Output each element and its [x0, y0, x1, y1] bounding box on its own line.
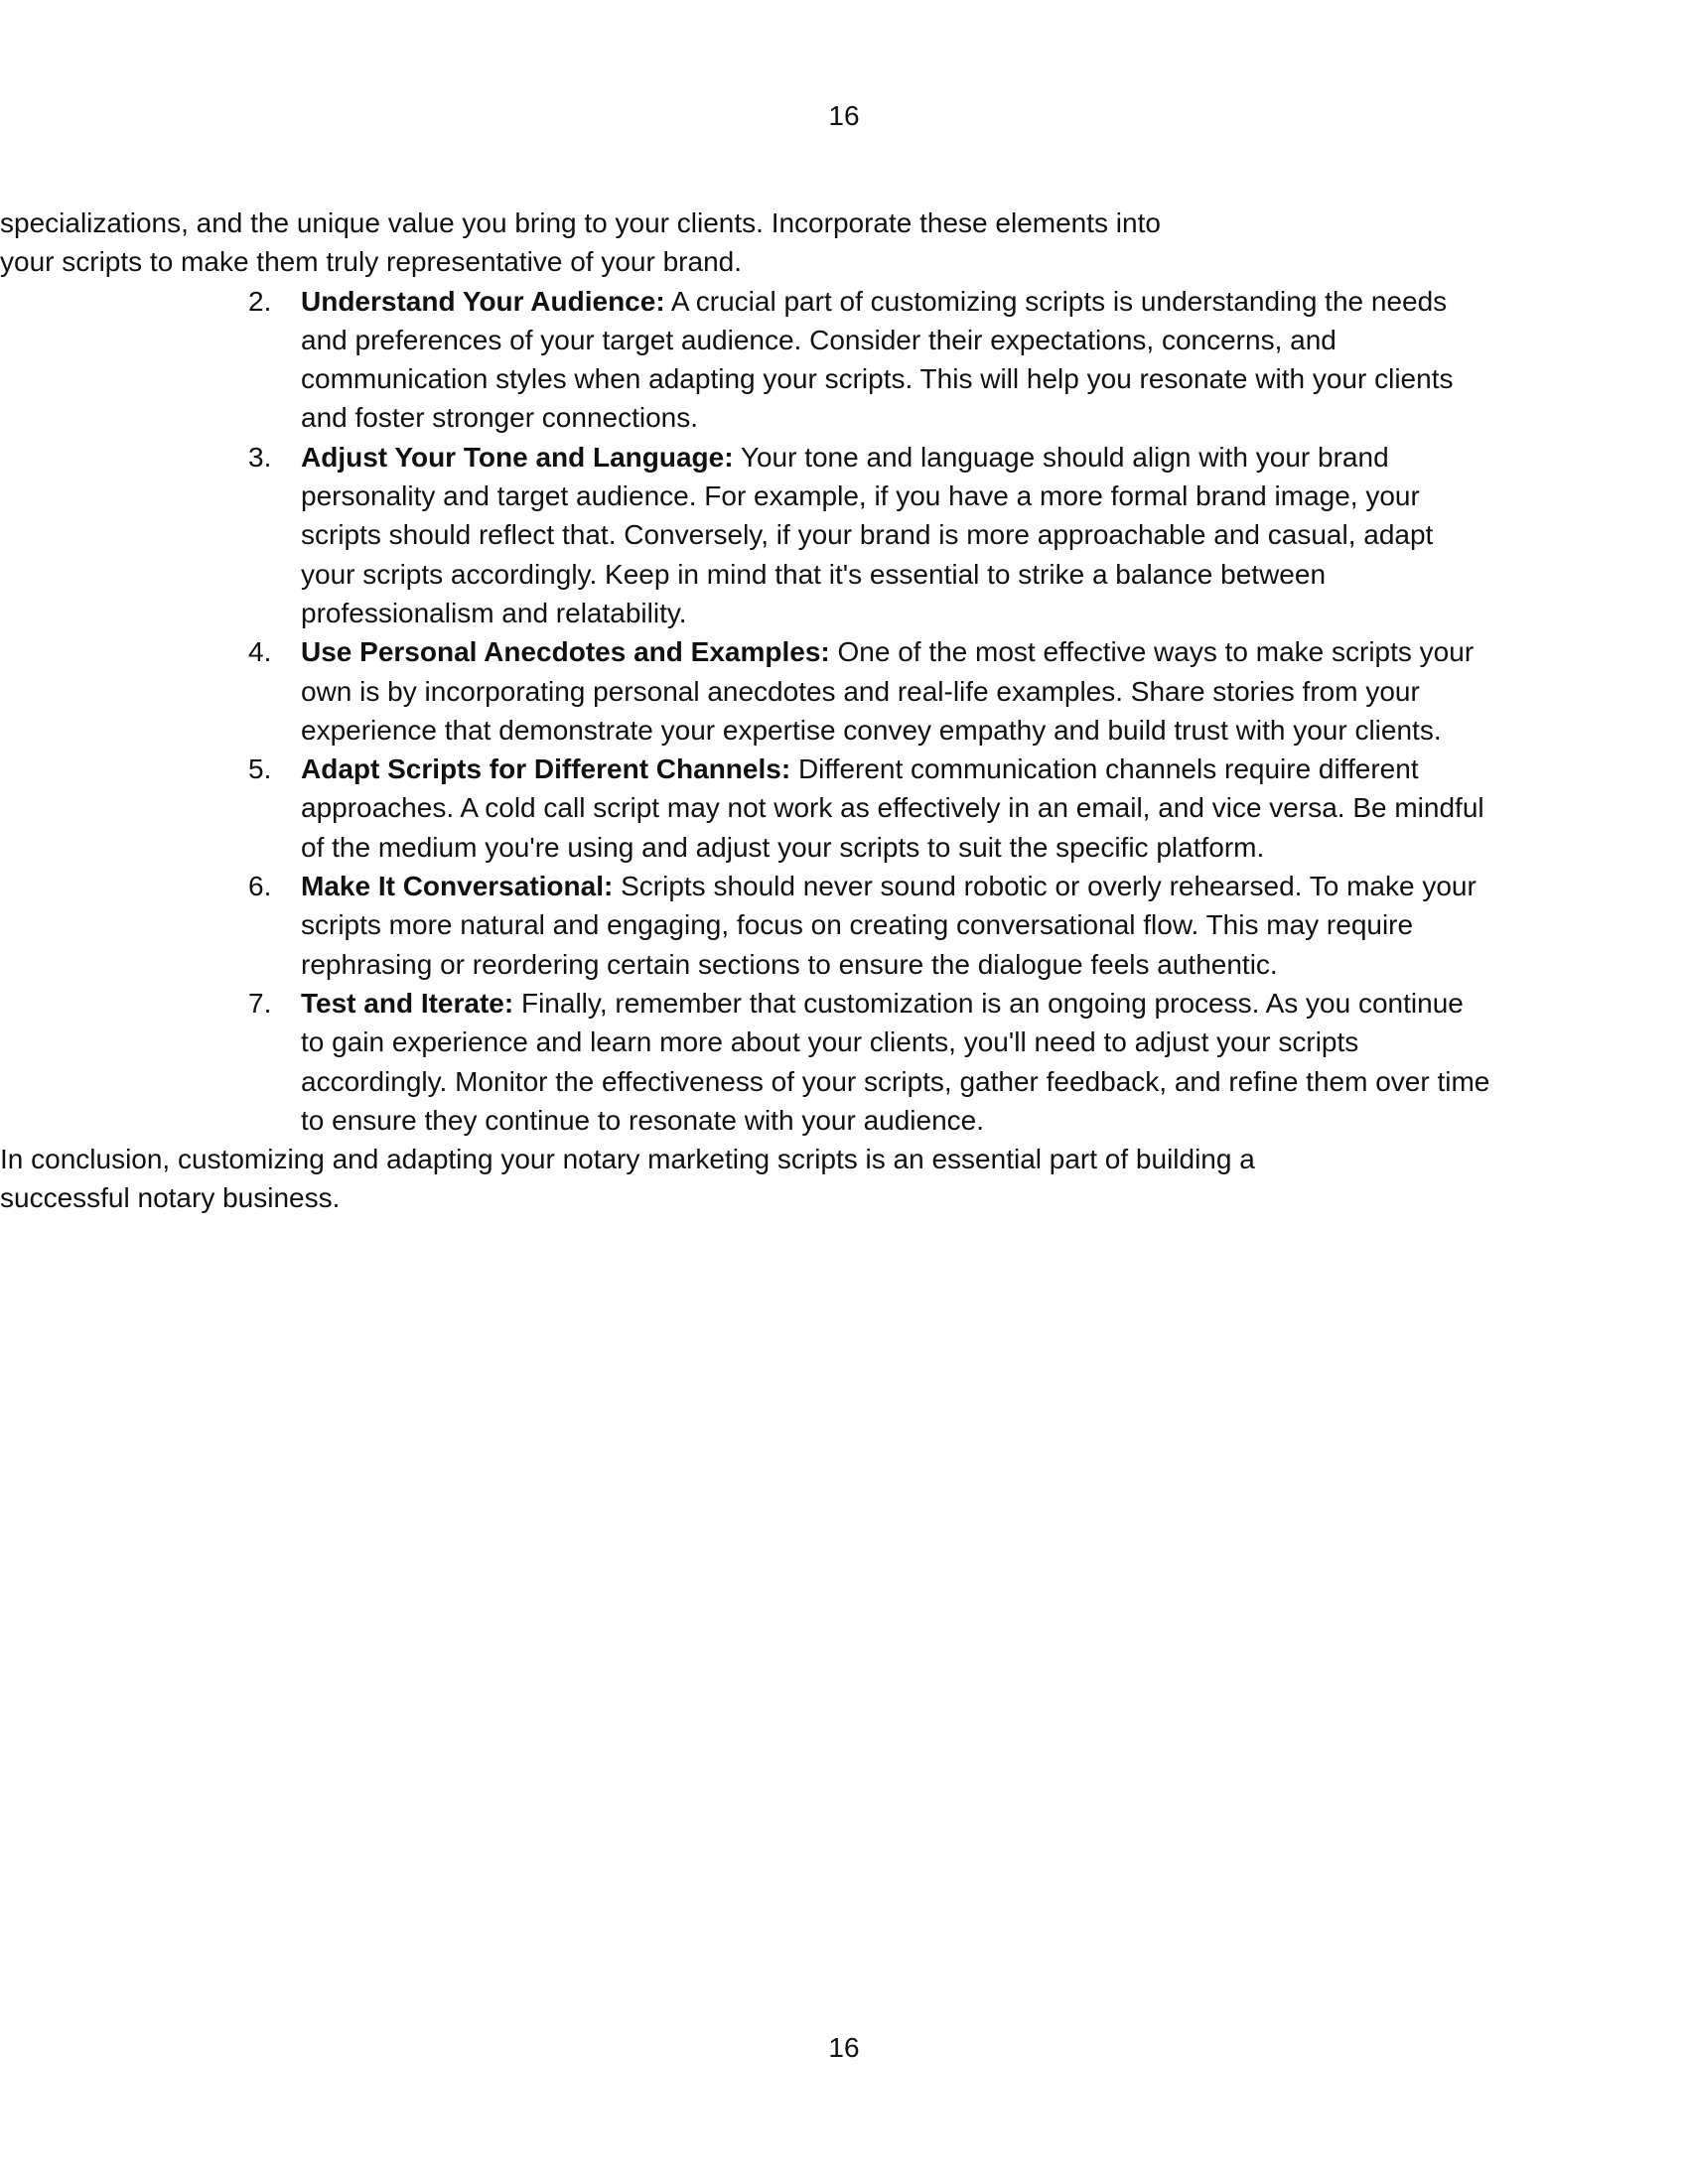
list-item: [248, 750, 1688, 867]
list-item-body: Scripts should never sound robotic or overly rehearsed. To make your scripts more natural and engaging, focus on creating conversational flow. This may require rephrasing or reordering certain sections to ensure the dialogue feels authentic.: [301, 871, 1477, 980]
list-item-number: 5.: [248, 753, 272, 785]
list-item-title: Use Personal Anecdotes and Examples:: [301, 636, 830, 668]
list-item-text: [301, 438, 1492, 632]
continuation-paragraph: specializations, and the unique value you bring to your clients. Incorporate these elements into your scripts to make them truly representative of your brand.: [0, 207, 1161, 278]
numbered-list: [0, 282, 1688, 1141]
list-item-number: 2.: [248, 285, 272, 317]
list-item-number: 6.: [248, 871, 272, 902]
list-item-title: Adjust Your Tone and Language:: [301, 441, 734, 473]
list-item: [248, 984, 1688, 1140]
list-item: [248, 632, 1688, 750]
list-item: [248, 282, 1688, 438]
list-item-number: 4.: [248, 636, 272, 668]
page-number-footer: 16: [828, 2032, 860, 2063]
list-item: [248, 438, 1688, 632]
page-number-header: 16: [828, 100, 860, 131]
list-item-text: [301, 867, 1492, 984]
list-item-title: Make It Conversational:: [301, 871, 614, 902]
list-item-number: 7.: [248, 987, 272, 1019]
page-content: [0, 204, 1688, 1218]
list-item-text: [301, 632, 1492, 750]
list-item-text: [301, 750, 1492, 867]
conclusion-paragraph: In conclusion, customizing and adapting your notary marketing scripts is an essential part of building a successful notary business.: [0, 1144, 1255, 1214]
list-item-title: Understand Your Audience:: [301, 285, 665, 317]
list-item-body: Your tone and language should align with your brand personality and target audience. For example, if you have a more formal brand image, your scripts should reflect that. Conversely, if your brand is more approachable and casual, adapt your scripts accordingly. Keep in mind that it's essential to strike a balance between professionalism and relatability.: [301, 441, 1434, 628]
list-item-title: Test and Iterate:: [301, 987, 514, 1019]
list-item-text: [301, 282, 1492, 438]
list-item-body: Finally, remember that customization is an ongoing process. As you continue to gain experience and learn more about your clients, you'll need to adjust your scripts accordingly. Monitor the effectiveness of your scripts, gather feedback, and refine them over time to ensure they continue to resonate with your audience.: [301, 987, 1490, 1136]
list-item: [248, 867, 1688, 984]
list-item-body: Different communication channels require different approaches. A cold call script may not work as effectively in an email, and vice versa. Be mindful of the medium you're using and adjust your scripts to suit the specific platform.: [301, 753, 1484, 863]
list-item-text: [301, 984, 1492, 1140]
list-item-title: Adapt Scripts for Different Channels:: [301, 753, 791, 785]
list-item-body: One of the most effective ways to make scripts your own is by incorporating personal anecdotes and real-life examples. Share stories from your experience that demonstrate your expertise convey empathy and build trust with your clients.: [301, 636, 1475, 746]
list-item-body: A crucial part of customizing scripts is understanding the needs and preferences of your target audience. Consider their expectations, concerns, and communication styles when adapting your scripts. This will help you resonate with your clients and foster stronger connections.: [301, 285, 1454, 434]
list-item-number: 3.: [248, 441, 272, 473]
